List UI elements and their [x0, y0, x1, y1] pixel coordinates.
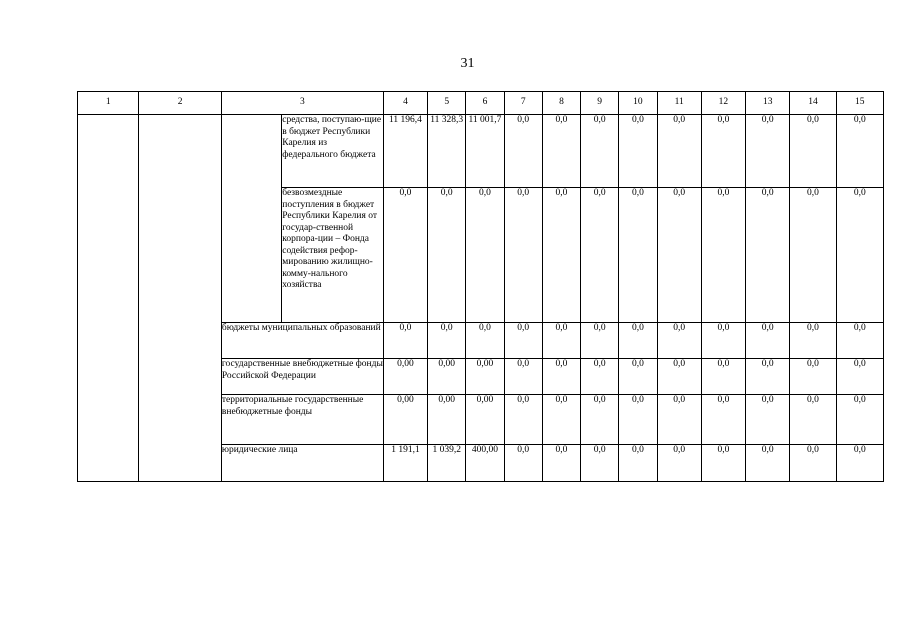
- value-cell: 0,0: [836, 445, 883, 482]
- header-row: [78, 92, 884, 115]
- header-cell: 2: [139, 92, 222, 115]
- row-label: территориальные государственные внебюджетные фонды: [221, 395, 383, 445]
- value-cell: 0,0: [619, 395, 657, 445]
- value-cell: 0,0: [504, 395, 542, 445]
- value-cell: 0,0: [701, 115, 745, 188]
- value-cell: 0,0: [428, 188, 466, 323]
- header-cell: 12: [701, 92, 745, 115]
- value-cell: 0,0: [466, 188, 504, 323]
- value-cell: 0,0: [701, 395, 745, 445]
- value-cell: 0,0: [581, 359, 619, 395]
- value-cell: 11 328,3: [428, 115, 466, 188]
- value-cell: 0,0: [619, 323, 657, 359]
- header-cell: 9: [581, 92, 619, 115]
- value-cell: 0,0: [836, 359, 883, 395]
- value-cell: 0,00: [428, 359, 466, 395]
- page-number: 31: [460, 56, 475, 71]
- value-cell: 0,0: [619, 359, 657, 395]
- value-cell: 0,0: [619, 188, 657, 323]
- value-cell: 0,00: [383, 359, 427, 395]
- header-cell: 8: [542, 92, 580, 115]
- value-cell: 0,0: [790, 188, 836, 323]
- value-cell: 0,0: [746, 323, 790, 359]
- value-cell: 0,0: [746, 395, 790, 445]
- value-cell: 0,0: [428, 323, 466, 359]
- value-cell: 0,0: [504, 188, 542, 323]
- value-cell: 0,0: [542, 323, 580, 359]
- value-cell: 0,0: [657, 445, 701, 482]
- header-cell: 15: [836, 92, 883, 115]
- value-cell: 0,0: [790, 359, 836, 395]
- value-cell: 0,0: [383, 323, 427, 359]
- value-cell: 0,0: [542, 359, 580, 395]
- value-cell: 0,0: [504, 445, 542, 482]
- value-cell: 0,0: [701, 445, 745, 482]
- value-cell: 0,0: [504, 323, 542, 359]
- value-cell: 0,0: [542, 445, 580, 482]
- header-cell: 13: [746, 92, 790, 115]
- header-cell: 3: [221, 92, 383, 115]
- row-label: средства, поступаю-щие в бюджет Республики Карелия из федерального бюджета: [282, 115, 384, 188]
- value-cell: 0,0: [746, 115, 790, 188]
- value-cell: 0,0: [657, 395, 701, 445]
- header-cell: 11: [657, 92, 701, 115]
- header-cell: 10: [619, 92, 657, 115]
- value-cell: 1 039,2: [428, 445, 466, 482]
- value-cell: 0,00: [466, 359, 504, 395]
- value-cell: 0,0: [581, 115, 619, 188]
- value-cell: 0,0: [504, 115, 542, 188]
- value-cell: 0,0: [836, 395, 883, 445]
- row-label: бюджеты муниципальных образований: [221, 323, 383, 359]
- value-cell: 0,0: [790, 395, 836, 445]
- value-cell: 0,00: [383, 395, 427, 445]
- value-cell: 0,0: [542, 395, 580, 445]
- value-cell: 0,0: [581, 188, 619, 323]
- value-cell: 0,0: [836, 323, 883, 359]
- value-cell: 0,0: [790, 445, 836, 482]
- value-cell: 0,0: [383, 188, 427, 323]
- value-cell: 1 191,1: [383, 445, 427, 482]
- value-cell: 0,0: [790, 115, 836, 188]
- value-cell: 0,0: [790, 323, 836, 359]
- value-cell: 0,0: [657, 359, 701, 395]
- value-cell: 0,0: [701, 323, 745, 359]
- value-cell: 0,0: [836, 115, 883, 188]
- value-cell: 0,0: [701, 359, 745, 395]
- row-label: государственные внебюджетные фонды Российской Федерации: [221, 359, 383, 395]
- value-cell: 0,00: [428, 395, 466, 445]
- value-cell: 0,0: [504, 359, 542, 395]
- col1-cell: [78, 115, 139, 482]
- value-cell: 400,00: [466, 445, 504, 482]
- value-cell: 0,0: [657, 115, 701, 188]
- table-row: [78, 115, 884, 188]
- header-cell: 14: [790, 92, 836, 115]
- col2-cell: [139, 115, 222, 482]
- header-cell: 1: [78, 92, 139, 115]
- value-cell: 0,0: [466, 323, 504, 359]
- row-label: безвозмездные поступления в бюджет Республики Карелия от государ-ственной корпора-ции – Фонда содействия рефор-мированию жилищно-комму-нального хозяйства: [282, 188, 384, 323]
- header-cell: 6: [466, 92, 504, 115]
- value-cell: 0,0: [542, 115, 580, 188]
- header-cell: 5: [428, 92, 466, 115]
- value-cell: 0,0: [657, 323, 701, 359]
- value-cell: 0,0: [746, 359, 790, 395]
- budget-table: [77, 91, 884, 482]
- value-cell: 0,0: [542, 188, 580, 323]
- header-cell: 7: [504, 92, 542, 115]
- value-cell: 0,0: [581, 395, 619, 445]
- value-cell: 0,0: [581, 445, 619, 482]
- row-label: юридические лица: [221, 445, 383, 482]
- value-cell: 0,0: [701, 188, 745, 323]
- value-cell: 0,0: [619, 115, 657, 188]
- value-cell: 0,0: [581, 323, 619, 359]
- value-cell: 0,0: [619, 445, 657, 482]
- header-cell: 4: [383, 92, 427, 115]
- value-cell: 0,0: [746, 445, 790, 482]
- value-cell: 0,0: [657, 188, 701, 323]
- value-cell: 0,0: [836, 188, 883, 323]
- value-cell: 0,00: [466, 395, 504, 445]
- value-cell: 0,0: [746, 188, 790, 323]
- value-cell: 11 001,7: [466, 115, 504, 188]
- col3-group-cell: [221, 115, 281, 323]
- value-cell: 11 196,4: [383, 115, 427, 188]
